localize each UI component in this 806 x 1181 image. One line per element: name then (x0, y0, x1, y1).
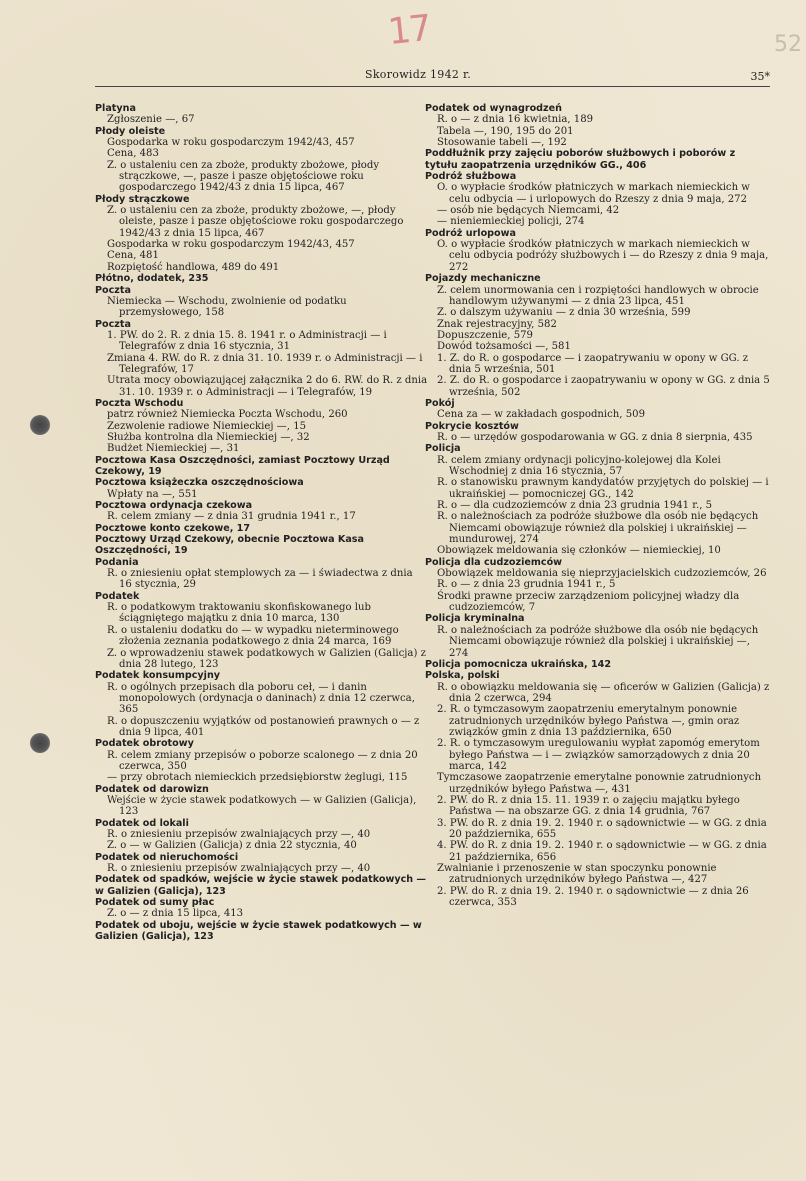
index-subentry: 4. PW. do R. z dnia 19. 2. 1940 r. o sądownictwie — w GG. z dnia 21 października, 656 (437, 840, 767, 863)
index-heading: Poczta (95, 318, 131, 330)
index-subentry: 1. Z. do R. o gospodarce — i zaopatrywaniu w opony w GG. z dnia 5 września, 501 (437, 352, 749, 375)
index-subentry: R. o ustaleniu dodatku do — w wypadku nieterminowego złożenia zeznania podatkowego z dnia 24 marca, 169 (107, 624, 399, 648)
index-subentry: Budżet Niemieckiej —, 31 (107, 443, 240, 455)
index-heading: Podatek od lokali (95, 817, 189, 829)
corner-mark: 52 (774, 32, 802, 57)
index-heading: Podatek od darowizn (95, 783, 209, 795)
index-heading: Podatek od nieruchomości (95, 851, 239, 863)
index-subentry: R. o — dla cudzoziemców z dnia 23 grudnia 1941 r., 5 (437, 500, 713, 512)
index-subentry: Znak rejestracyjny, 582 (437, 318, 557, 330)
index-heading: Platyna (95, 103, 136, 114)
index-heading: Pokój (425, 397, 455, 409)
index-subentry: R. o należnościach za podróże służbowe dla osób nie będących Niemcami obowiązuje również dla polskiej i ukraińskiej —, 274 (437, 624, 759, 659)
index-heading: Podatek od sumy płac (95, 897, 215, 909)
index-subentry: R. celem zmiany przepisów o poborze scalonego — z dnia 20 czerwca, 350 (107, 749, 418, 772)
index-subentry: 1. PW. do 2. R. z dnia 15. 8. 1941 r. o Administracji — i Telegrafów z dnia 16 stycznia, 31 (107, 329, 387, 353)
index-heading: Podatek obrotowy (95, 738, 194, 750)
index-subentry: 2. PW. do R. z dnia 15. 11. 1939 r. o zajęciu majątku byłego Państwa — na obszarze GG. z dnia 14 grudnia, 767 (437, 794, 740, 818)
index-heading: Pokrycie kosztów (425, 420, 519, 432)
index-column-right (425, 103, 770, 908)
index-subentry: R. o dopuszczeniu wyjątków od postanowień prawnych o — z dnia 9 lipca, 401 (107, 715, 420, 738)
index-heading: Podania (95, 556, 139, 568)
index-subentry: R. o — urzędów gospodarowania w GG. z dnia 8 sierpnia, 435 (437, 431, 753, 443)
index-subentry: Tymczasowe zaopatrzenie emerytalne ponownie zatrudnionych urzędników byłego Państwa —, 431 (437, 772, 762, 795)
index-subentry: Z. o ustaleniu cen za zboże, produkty zbożowe, —, płody oleiste, pasze i pasze objętościowe roku gospodarczego 1942/43 z dnia 15 lipca, 467 (107, 205, 404, 239)
index-heading: Płody strączkowe (95, 193, 190, 205)
index-subentry: R. o — z dnia 23 grudnia 1941 r., 5 (437, 579, 616, 591)
index-subentry: Służba kontrolna dla Niemieckiej —, 32 (107, 431, 310, 443)
index-subentry: 2. Z. do R. o gospodarce i zaopatrywaniu w opony w GG. z dnia 5 września, 502 (437, 375, 770, 398)
index-subentry: Cena, 483 (107, 148, 159, 160)
index-column-left (95, 103, 428, 942)
index-subentry: R. o zniesieniu przepisów zwalniających przy —, 40 (107, 829, 371, 840)
index-subentry: Stosowanie tabeli —, 192 (437, 137, 567, 149)
index-subentry: Obowiązek meldowania się członków — niemieckiej, 10 (437, 545, 721, 557)
index-subentry: R. o stanowisku prawnym kandydatów przyjętych do polskiej — i ukraińskiej — pomocniczej GG., 142 (437, 477, 769, 500)
index-heading: Pocztowe konto czekowe, 17 (95, 522, 251, 534)
index-subentry: — przy obrotach niemieckich przedsiębiorstw żeglugi, 115 (107, 772, 408, 784)
index-subentry: Z. o — z dnia 15 lipca, 413 (107, 908, 244, 920)
index-subentry: R. o ogólnych przepisach dla poboru ceł, — i danin monopolowych (ordynacja o daninach) z dnia 12 czerwca, 365 (107, 681, 415, 716)
punch-hole (30, 415, 50, 435)
index-heading: Policja kryminalna (425, 613, 525, 625)
index-subentry: 3. PW. do R. z dnia 19. 2. 1940 r. o sądownictwie — w GG. z dnia 20 października, 655 (437, 817, 767, 840)
index-heading: Podatek konsumpcyjny (95, 670, 221, 682)
index-subentry: Obowiązek meldowania się nieprzyjacielskich cudzoziemców, 26 (437, 568, 767, 580)
index-subentry: Z. o wprowadzeniu stawek podatkowych w Galizien (Galicja) z dnia 28 lutego, 123 (107, 647, 426, 670)
index-heading: Podatek od spadków, wejście w życie stawek podatkowych — w Galizien (Galicja), 123 (95, 874, 427, 897)
index-heading: Podatek od uboju, wejście w życie stawek podatkowych — w Galizien (Galicja), 123 (95, 919, 422, 943)
index-subentry: Zmiana 4. RW. do R. z dnia 31. 10. 1939 r. o Administracji — i Telegrafów, 17 (107, 352, 423, 375)
index-subentry: Dowód tożsamości —, 581 (437, 341, 571, 353)
index-subentry: R. celem zmiany ordynacji policyjno-kolejowej dla Kolei Wschodniej z dnia 16 stycznia, 57 (437, 454, 721, 477)
index-heading: Policja pomocnicza ukraińska, 142 (425, 658, 612, 670)
index-subentry: R. o należnościach za podróże służbowe dla osób nie będących Niemcami obowiązuje również dla polskiej i ukraińskiej — mundurowej, 274 (437, 511, 759, 546)
index-subentry: Z. o — w Galizien (Galicja) z dnia 22 stycznia, 40 (107, 840, 357, 852)
index-subentry: Zezwolenie radiowe Niemieckiej —, 15 (107, 420, 307, 432)
index-subentry: Gospodarka w roku gospodarczym 1942/43, 457 (107, 137, 355, 149)
index-subentry: R. o — z dnia 16 kwietnia, 189 (437, 114, 594, 126)
index-subentry: R. o zniesieniu opłat stemplowych za — i świadectwa z dnia 16 stycznia, 29 (107, 568, 413, 591)
index-subentry: Utrata mocy obowiązującej załącznika 2 do 6. RW. do R. z dnia 31. 10. 1939 r. o Administracji — i Telegrafów, 19 (107, 375, 428, 398)
index-subentry: Z. o ustaleniu cen za zboże, produkty zbożowe, płody strączkowe, —, pasze i pasze objętościowe roku gospodarczego 1942/43 z dnia 15 lipca, 467 (107, 159, 380, 194)
index-subentry: R. o podatkowym traktowaniu skonfiskowanego lub ściągniętego majątku z dnia 10 marca, 130 (107, 602, 371, 625)
index-subentry: — nieniemieckiej policji, 274 (437, 216, 585, 228)
index-subentry: Wpłaty na —, 551 (107, 488, 198, 500)
index-subentry: Z. o dalszym używaniu — z dnia 30 września, 599 (437, 307, 691, 319)
index-heading: Poddłużnik przy zajęciu poborów służbowych i poborów z tytułu zaopatrzenia urzędników GG., 406 (425, 148, 736, 171)
index-subentry: R. o zniesieniu przepisów zwalniających przy —, 40 (107, 863, 371, 875)
index-heading: Policja (425, 443, 461, 455)
index-subentry: Dopuszczenie, 579 (437, 329, 533, 341)
index-subentry: R. o obowiązku meldowania się — oficerów w Galizien (Galicja) z dnia 2 czerwca, 294 (437, 681, 770, 704)
index-subentry: — osób nie będących Niemcami, 42 (437, 205, 620, 217)
index-subentry: Niemiecka — Wschodu, zwolnienie od podatku przemysłowego, 158 (107, 295, 347, 319)
index-heading: Płótno, dodatek, 235 (95, 273, 209, 285)
index-heading: Pocztowa Kasa Oszczędności, zamiast Pocztowy Urząd Czekowy, 19 (95, 454, 390, 477)
index-subentry: Cena za — w zakładach gospodnich, 509 (437, 409, 645, 421)
index-subentry: Gospodarka w roku gospodarczym 1942/43, 457 (107, 239, 355, 251)
page-header (95, 68, 770, 84)
index-subentry: 2. PW. do R. z dnia 19. 2. 1940 r. o sądownictwie — z dnia 26 czerwca, 353 (437, 885, 749, 909)
header-rule (95, 86, 770, 87)
index-heading: Podatek (95, 590, 140, 602)
index-subentry: Zgłoszenie —, 67 (107, 114, 195, 126)
index-subentry: Środki prawne przeciw zarządzeniom policyjnej władzy dla cudzoziemców, 7 (437, 590, 740, 614)
index-subentry: 2. R. o tymczasowym uregulowaniu wypłat zapomóg emerytom byłego Państwa — i — związków samorządowych z dnia 20 marca, 142 (437, 738, 760, 772)
index-subentry: Wejście w życie stawek podatkowych — w Galizien (Galicja), 123 (107, 794, 417, 818)
index-heading: Pocztowa książeczka oszczędnościowa (95, 477, 304, 489)
index-subentry: patrz również Niemiecka Poczta Wschodu, 260 (107, 409, 348, 421)
index-heading: Pocztowy Urząd Czekowy, obecnie Pocztowa Kasa Oszczędności, 19 (95, 534, 364, 557)
index-heading: Pocztowa ordynacja czekowa (95, 500, 253, 512)
index-subentry: O. o wypłacie środków płatniczych w markach niemieckich w celu odbycia — i urlopowych do Rzeszy z dnia 9 maja, 272 (437, 182, 750, 205)
punch-hole (30, 733, 50, 753)
running-title: Skorowidz 1942 r. (365, 68, 472, 81)
handwritten-page-number: 17 (385, 7, 432, 54)
index-subentry: Tabela —, 190, 195 do 201 (437, 125, 574, 137)
index-subentry: Cena, 481 (107, 250, 159, 262)
index-heading: Poczta Wschodu (95, 397, 184, 409)
index-heading: Podróż urlopowa (425, 227, 516, 239)
index-heading: Podatek od wynagrodzeń (425, 103, 562, 114)
index-subentry: Z. celem unormowania cen i rozpiętości handlowych w obrocie handlowym używanymi — z dnia 23 lipca, 451 (437, 284, 759, 307)
index-heading: Poczta (95, 284, 131, 296)
index-heading: Policja dla cudzoziemców (425, 556, 563, 568)
index-heading: Płody oleiste (95, 125, 166, 137)
index-heading: Pojazdy mechaniczne (425, 273, 541, 285)
index-subentry: Rozpiętość handlowa, 489 do 491 (107, 261, 280, 273)
index-subentry: R. celem zmiany — z dnia 31 grudnia 1941 r., 17 (107, 511, 356, 523)
index-heading: Podróż służbowa (425, 171, 517, 183)
index-subentry: Zwalnianie i przenoszenie w stan spoczynku ponownie zatrudnionych urzędników byłego Państwa —, 427 (437, 863, 717, 886)
index-heading: Polska, polski (425, 670, 500, 682)
index-subentry: O. o wypłacie środków płatniczych w markach niemieckich w celu odbycia podróży służbowych i — do Rzeszy z dnia 9 maja, 272 (437, 239, 769, 273)
page-number: 35* (750, 70, 770, 83)
index-subentry: 2. R. o tymczasowym zaopatrzeniu emerytalnym ponownie zatrudnionych urzędników byłego Państwa —, gmin oraz związków gmin z dnia 13 października, 650 (437, 704, 740, 738)
